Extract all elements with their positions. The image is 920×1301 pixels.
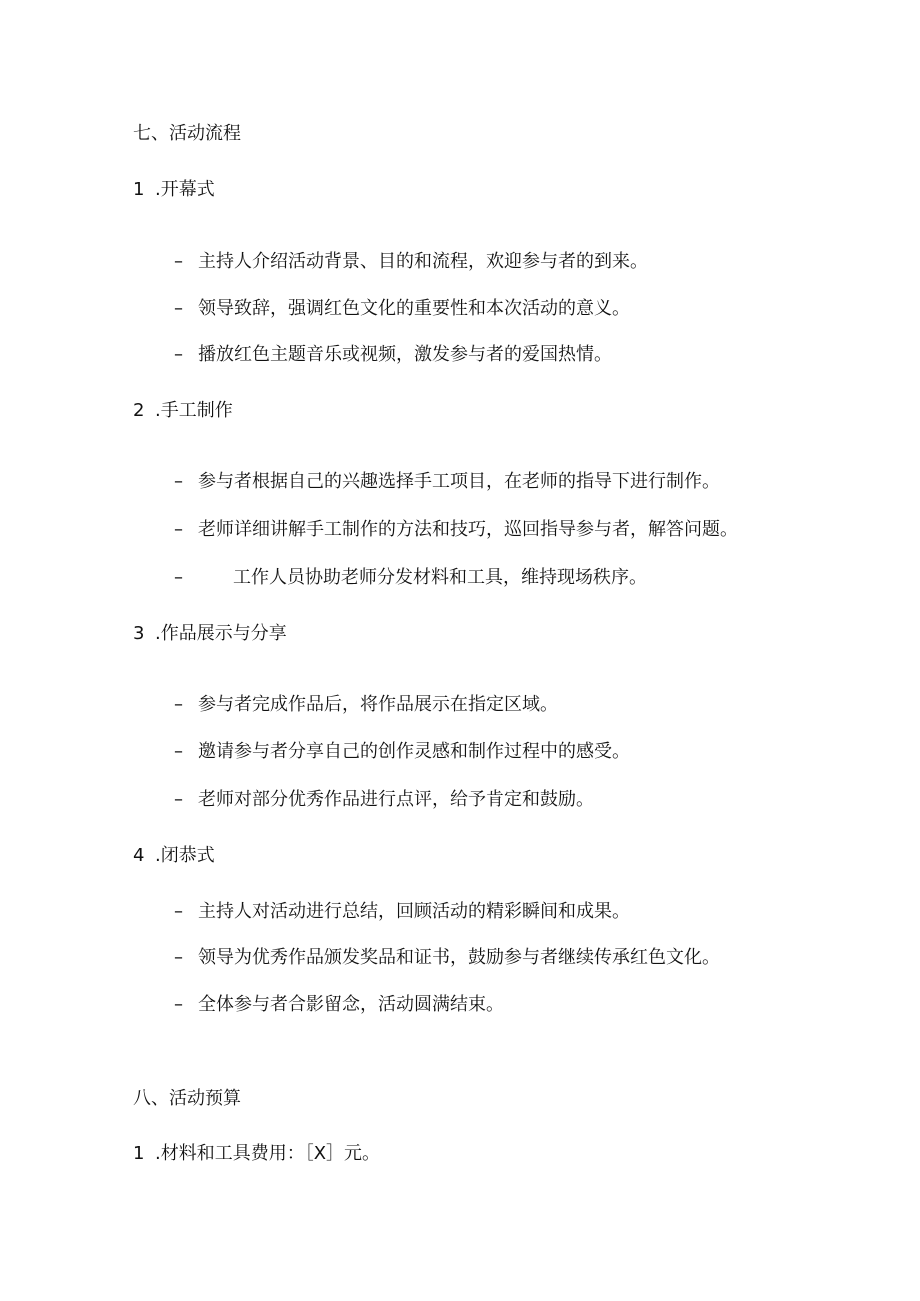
step-title: .开幕式 bbox=[155, 179, 215, 200]
dash-marker: – bbox=[174, 901, 183, 922]
step-title: .闭恭式 bbox=[155, 845, 215, 866]
dash-marker: – bbox=[174, 947, 183, 968]
dash-marker: – bbox=[174, 251, 183, 272]
dash-marker: – bbox=[174, 298, 183, 319]
list-item-text: 老师对部分优秀作品进行点评，给予肯定和鼓励。 bbox=[198, 789, 594, 810]
dash-marker: – bbox=[174, 519, 183, 540]
list-item-text: 领导致辞，强调红色文化的重要性和本次活动的意义。 bbox=[198, 298, 630, 319]
dash-marker: – bbox=[174, 567, 183, 588]
dash-marker: – bbox=[174, 694, 183, 715]
list-item-text: 全体参与者合影留念，活动圆满结束。 bbox=[198, 994, 504, 1015]
list-item-text: 领导为优秀作品颁发奖品和证书，鼓励参与者继续传承红色文化。 bbox=[198, 947, 720, 968]
dash-marker: – bbox=[174, 994, 183, 1015]
section-heading-activity-flow: 七、活动流程 bbox=[133, 123, 241, 144]
list-item-text: 老师详细讲解手工制作的方法和技巧，巡回指导参与者，解答问题。 bbox=[198, 519, 738, 540]
step-title: .手工制作 bbox=[155, 400, 233, 421]
list-item-text: 工作人员协助老师分发材料和工具，维持现场秩序。 bbox=[233, 567, 647, 588]
step-number: 3 bbox=[133, 623, 145, 644]
dash-marker: – bbox=[174, 789, 183, 810]
section-heading-budget: 八、活动预算 bbox=[133, 1088, 241, 1109]
list-item-text: 主持人对活动进行总结，回顾活动的精彩瞬间和成果。 bbox=[198, 901, 630, 922]
dash-marker: – bbox=[174, 344, 183, 365]
dash-marker: – bbox=[174, 741, 183, 762]
budget-item-text: .材料和工具费用：［X］元。 bbox=[155, 1143, 381, 1164]
list-item-text: 参与者完成作品后，将作品展示在指定区域。 bbox=[198, 694, 558, 715]
list-item-text: 播放红色主题音乐或视频，激发参与者的爱国热情。 bbox=[198, 344, 612, 365]
dash-marker: – bbox=[174, 471, 183, 492]
step-number: 1 bbox=[133, 179, 145, 200]
list-item-text: 主持人介绍活动背景、目的和流程，欢迎参与者的到来。 bbox=[198, 251, 648, 272]
budget-item-number: 1 bbox=[133, 1143, 145, 1164]
list-item-text: 参与者根据自己的兴趣选择手工项目，在老师的指导下进行制作。 bbox=[198, 471, 720, 492]
step-title: .作品展示与分享 bbox=[155, 623, 287, 644]
step-number: 2 bbox=[133, 400, 145, 421]
list-item-text: 邀请参与者分享自己的创作灵感和制作过程中的感受。 bbox=[198, 741, 630, 762]
step-number: 4 bbox=[133, 845, 145, 866]
